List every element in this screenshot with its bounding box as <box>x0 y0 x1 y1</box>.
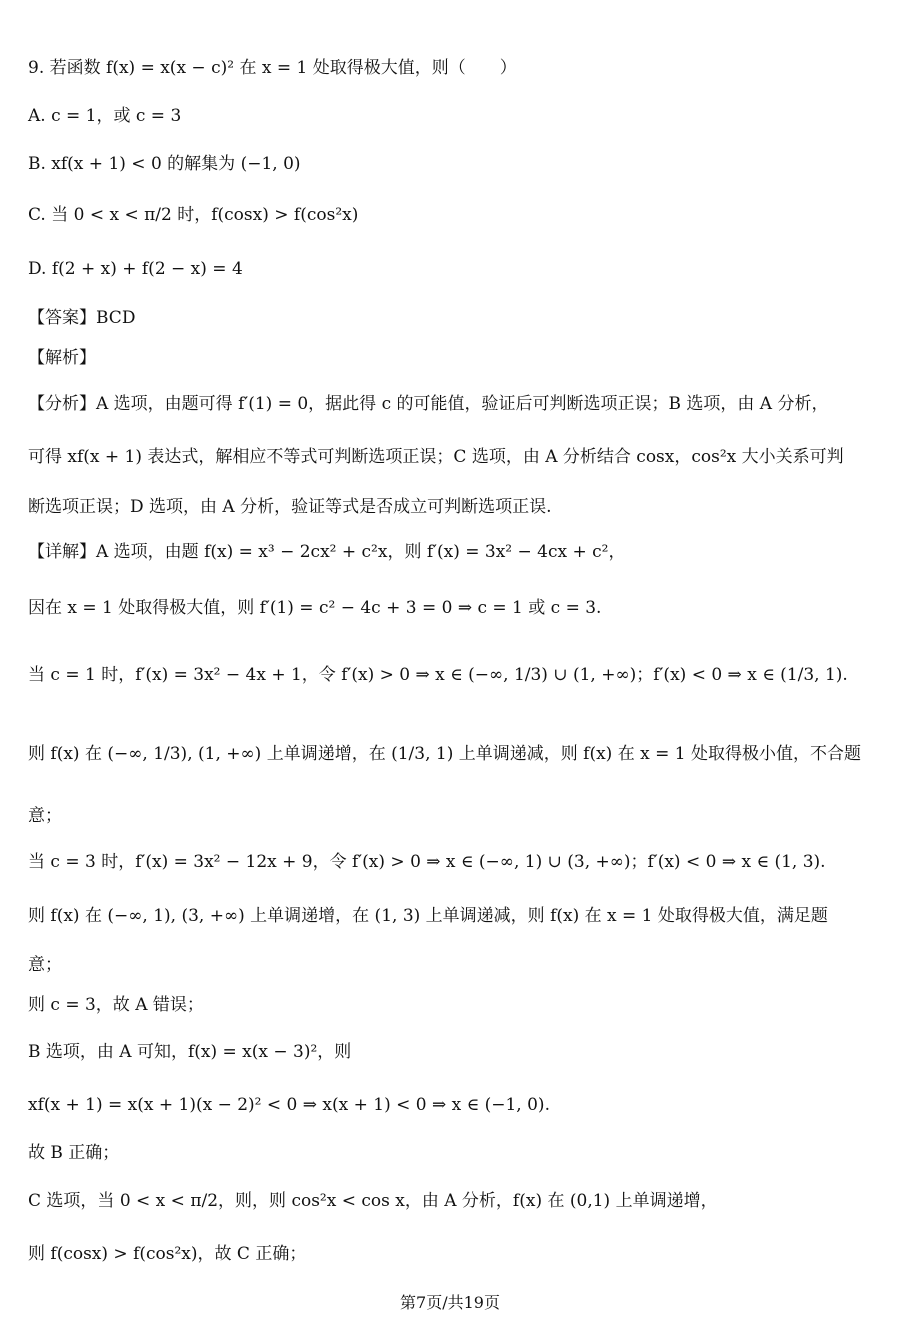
body-line: 则 f(x) 在 (−∞, 1/3), (1, +∞) 上单调递增，在 (1/3, 1) 上单调递减，则 f(x) 在 x = 1 处取得极小值，不合题 <box>28 744 861 764</box>
body-line: 意； <box>28 955 62 975</box>
option-b: B. xf(x + 1) < 0 的解集为 (−1, 0) <box>28 154 301 174</box>
option-c: C. 当 0 < x < π/2 时，f(cosx) > f(cos²x) <box>28 205 359 225</box>
body-line: C 选项，当 0 < x < π/2，则，则 cos²x < cos x，由 A 分析，f(x) 在 (0,1) 上单调递增， <box>28 1191 718 1211</box>
page-number-footer: 第7页/共19页 <box>400 1293 500 1312</box>
question-stem: 9. 若函数 f(x) = x(x − c)² 在 x = 1 处取得极大值，则（ ） <box>28 58 517 78</box>
option-d: D. f(2 + x) + f(2 − x) = 4 <box>28 259 243 279</box>
body-line: B 选项，由 A 可知，f(x) = x(x − 3)²，则 <box>28 1042 352 1062</box>
body-line: 则 c = 3，故 A 错误； <box>28 995 204 1015</box>
body-line: 【分析】A 选项，由题可得 f′(1) = 0，据此得 c 的可能值，验证后可判断选项正误；B 选项，由 A 分析， <box>28 394 829 414</box>
body-line: 则 f(x) 在 (−∞, 1), (3, +∞) 上单调递增，在 (1, 3) 上单调递减，则 f(x) 在 x = 1 处取得极大值，满足题 <box>28 906 828 926</box>
body-line: 【详解】A 选项，由题 f(x) = x³ − 2cx² + c²x，则 f′(x) = 3x² − 4cx + c²， <box>28 542 626 562</box>
answer-line: 【答案】BCD <box>28 308 136 328</box>
body-line: 意； <box>28 806 62 826</box>
body-line: 因在 x = 1 处取得极大值，则 f′(1) = c² − 4c + 3 = 0 ⇒ c = 1 或 c = 3. <box>28 598 602 618</box>
option-a: A. c = 1，或 c = 3 <box>28 106 182 126</box>
body-line: 故 B 正确； <box>28 1143 120 1163</box>
body-line: 断选项正误；D 选项，由 A 分析，验证等式是否成立可判断选项正误. <box>28 497 552 517</box>
body-line: 当 c = 3 时，f′(x) = 3x² − 12x + 9，令 f′(x) > 0 ⇒ x ∈ (−∞, 1) ∪ (3, +∞)；f′(x) < 0 ⇒ x ∈ (1, 3). <box>28 852 826 872</box>
body-line: 则 f(cosx) > f(cos²x)，故 C 正确； <box>28 1244 307 1264</box>
body-line: 当 c = 1 时，f′(x) = 3x² − 4x + 1，令 f′(x) > 0 ⇒ x ∈ (−∞, 1/3) ∪ (1, +∞)；f′(x) < 0 ⇒ x ∈ (1/3, 1). <box>28 665 848 685</box>
analysis-heading: 【解析】 <box>28 348 96 368</box>
body-line: 可得 xf(x + 1) 表达式，解相应不等式可判断选项正误；C 选项，由 A 分析结合 cosx，cos²x 大小关系可判 <box>28 447 844 467</box>
body-line: xf(x + 1) = x(x + 1)(x − 2)² < 0 ⇒ x(x + 1) < 0 ⇒ x ∈ (−1, 0). <box>28 1095 550 1115</box>
